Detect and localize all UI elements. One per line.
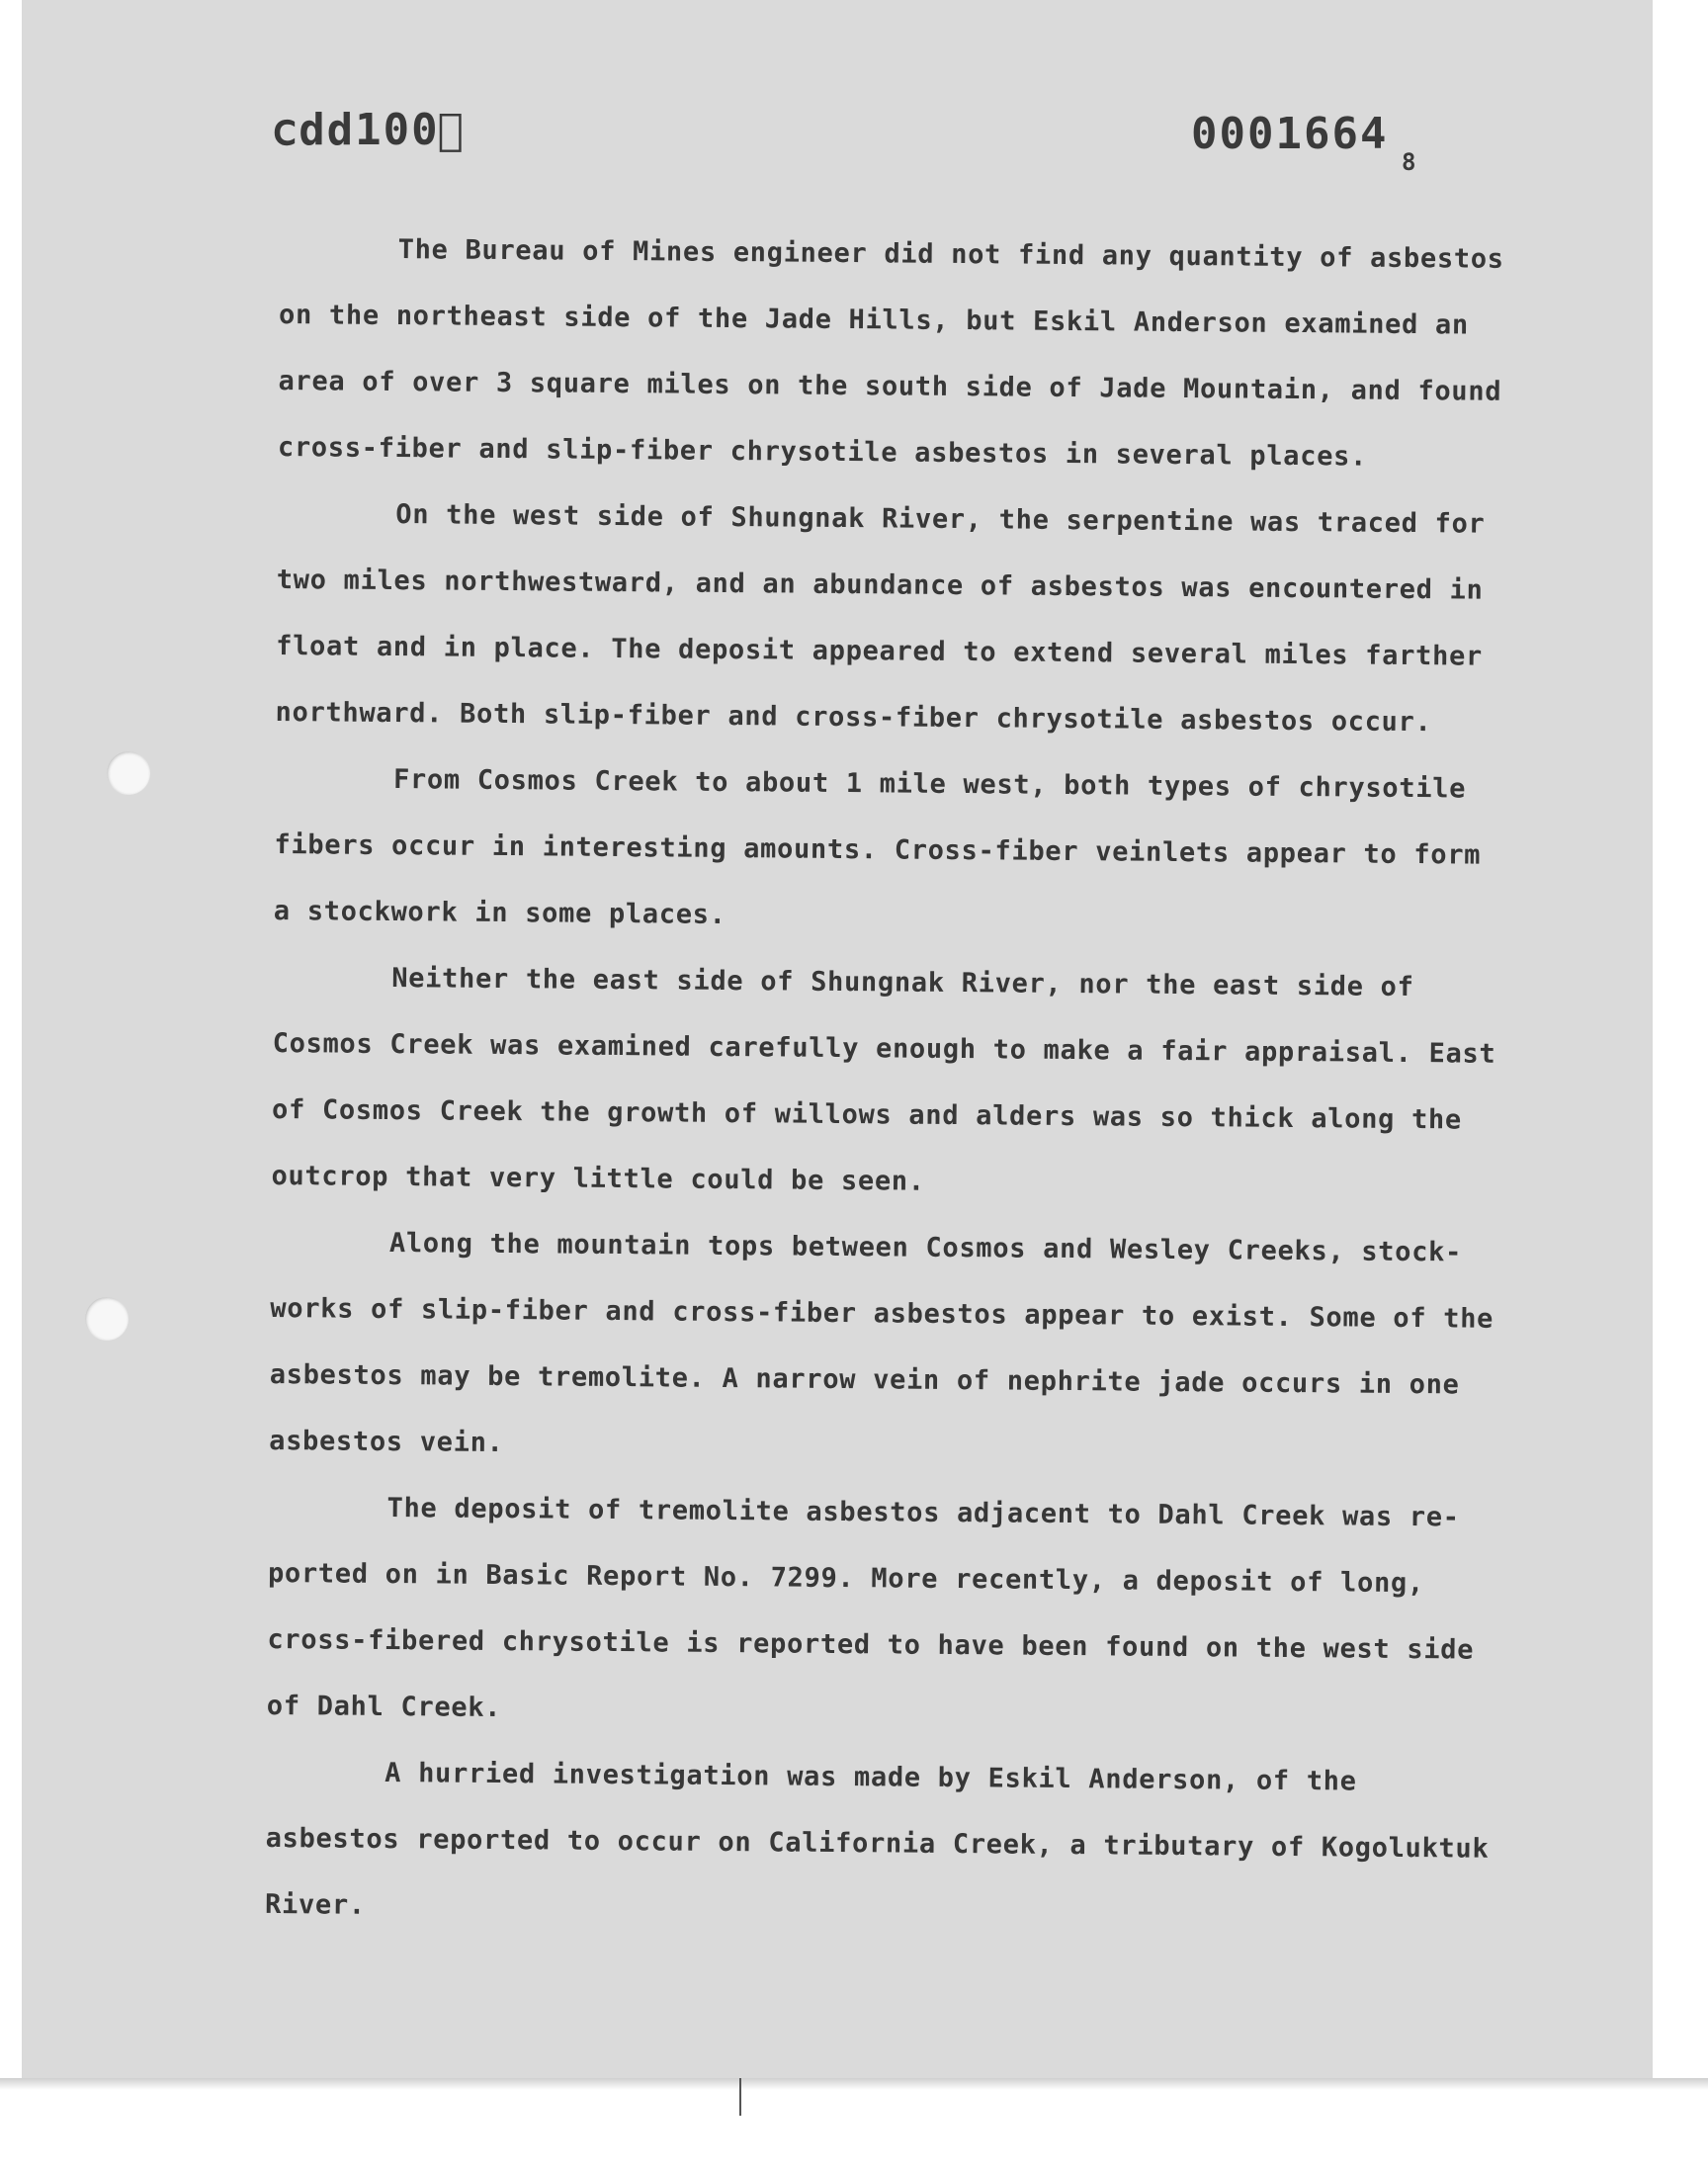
paragraph: Along the mountain tops between Cosmos and Wesley Creeks, stock-works of slip-fiber and cross-fiber asbestos appear to exist. Some of the asbestos may be tremolite. A narrow vein of nephrite jade occurs in one asbestos vein.	[269, 1228, 1494, 1459]
paragraph: The deposit of tremolite asbestos adjacent to Dahl Creek was re-ported on in Basic Report No. 7299. More recently, a deposit of long, cross-fibered chrysotile is reported to have been found on the west side of Dahl Creek.	[266, 1492, 1475, 1724]
page-number: 8	[1402, 148, 1416, 176]
body-text	[265, 216, 1505, 1949]
crop-mark	[739, 2078, 741, 2116]
paragraph: Neither the east side of Shungnak River, nor the east side of Cosmos Creek was examined carefully enough to make a fair appraisal. East of Cosmos Creek the growth of willows and alders was so thick along the outcrop that very little could be seen.	[271, 963, 1496, 1197]
document-stamp-right: 0001664	[1191, 109, 1389, 159]
paragraph: The Bureau of Mines engineer did not find any quantity of asbestos on the northeast side of the Jade Hills, but Eskil Anderson examined an area of over 3 square miles on the south side of Jade Mountain, and found cross-fiber and slip-fiber chrysotile asbestos in several places.	[277, 234, 1504, 473]
punch-hole	[107, 751, 150, 795]
paragraph: From Cosmos Creek to about 1 mile west, both types of chrysotile fibers occur in interesting amounts. Cross-fiber veinlets appear to form a stockwork in some places.	[273, 764, 1482, 930]
punch-hole	[85, 1297, 128, 1341]
paragraph: On the west side of Shungnak River, the serpentine was traced for two miles northwestward, and an abundance of asbestos was encountered in float and in place. The deposit appeared to extend several miles farther northward. Both slip-fiber and cross-fiber chrysotile asbestos occur.	[275, 499, 1486, 739]
page-edge	[0, 2078, 1708, 2090]
paragraph: A hurried investigation was made by Eskil Anderson, of the asbestos reported to occur on California Creek, a tributary of Kogoluktuk River.	[264, 1757, 1490, 1921]
document-stamp-left: ⅽdd100ᷠ	[273, 105, 467, 155]
